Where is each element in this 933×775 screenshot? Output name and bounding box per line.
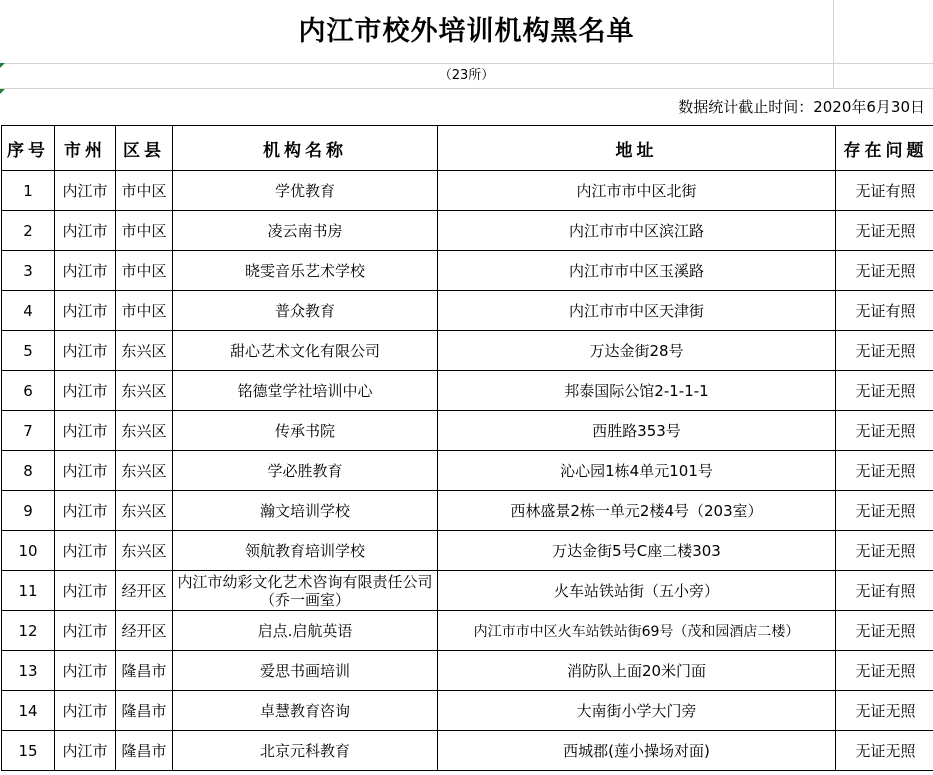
table-row [2,611,933,651]
table-row [2,291,933,331]
cell-no: 13 [2,651,55,691]
cell-address: 消防队上面20米门面 [438,651,836,691]
col-header-no: 序号 [2,126,55,171]
title-row [0,0,933,64]
blacklist-table [1,125,933,771]
table-row [2,371,933,411]
cell-city: 内江市 [55,651,116,691]
cell-no: 3 [2,251,55,291]
header-row [2,126,933,171]
cell-district: 隆昌市 [116,651,173,691]
cell-address: 内江市市中区滨江路 [438,211,836,251]
cell-city: 内江市 [55,691,116,731]
cell-name: 凌云南书房 [173,211,438,251]
table-row [2,691,933,731]
cell-district: 东兴区 [116,531,173,571]
col-header-address: 地址 [438,126,836,171]
date-row [0,89,933,125]
cell-issue: 无证无照 [836,411,933,451]
table-row [2,731,933,771]
cell-district: 东兴区 [116,411,173,451]
cell-district: 东兴区 [116,331,173,371]
subtitle-row [0,63,933,89]
cell-city: 内江市 [55,491,116,531]
cell-name: 普众教育 [173,291,438,331]
cell-district: 经开区 [116,611,173,651]
col-header-name: 机构名称 [173,126,438,171]
cell-name: 甜心艺术文化有限公司 [173,331,438,371]
cell-address: 万达金街5号C座二楼303 [438,531,836,571]
cell-district: 东兴区 [116,371,173,411]
cell-address: 万达金街28号 [438,331,836,371]
table-row [2,331,933,371]
cell-issue: 无证无照 [836,251,933,291]
table-row [2,491,933,531]
cell-no: 4 [2,291,55,331]
table-row [2,251,933,291]
cell-district: 市中区 [116,211,173,251]
cell-name: 内江市幼彩文化艺术咨询有限责任公司（乔一画室） [173,571,438,611]
cell-city: 内江市 [55,451,116,491]
cell-no: 2 [2,211,55,251]
cell-comment-marker [0,63,5,68]
cell-name: 启点.启航英语 [173,611,438,651]
cell-no: 14 [2,691,55,731]
cell-no: 11 [2,571,55,611]
cell-issue: 无证有照 [836,291,933,331]
cell-issue: 无证有照 [836,171,933,211]
cell-city: 内江市 [55,371,116,411]
cell-address: 内江市市中区玉溪路 [438,251,836,291]
cell-address: 内江市市中区火车站铁站街69号（茂和园酒店二楼） [438,611,836,651]
table-row [2,171,933,211]
cell-no: 7 [2,411,55,451]
table-row [2,531,933,571]
cutoff-date: 数据统计截止时间：2020年6月30日 [678,98,925,116]
cell-name: 铭德堂学社培训中心 [173,371,438,411]
cell-city: 内江市 [55,331,116,371]
count-subtitle: （23所） [438,68,495,83]
cell-issue: 无证无照 [836,331,933,371]
cell-address: 西胜路353号 [438,411,836,451]
cell-city: 内江市 [55,611,116,651]
cell-issue: 无证无照 [836,491,933,531]
col-header-district: 区县 [116,126,173,171]
cell-city: 内江市 [55,531,116,571]
cell-no: 5 [2,331,55,371]
cell-issue: 无证无照 [836,651,933,691]
cell-district: 东兴区 [116,491,173,531]
cell-name: 爱思书画培训 [173,651,438,691]
cell-no: 12 [2,611,55,651]
cell-issue: 无证无照 [836,371,933,411]
cell-no: 10 [2,531,55,571]
cell-no: 8 [2,451,55,491]
cell-issue: 无证有照 [836,571,933,611]
table-row [2,651,933,691]
page-title: 内江市校外培训机构黑名单 [298,16,635,47]
cell-no: 6 [2,371,55,411]
cell-address: 西城郡(莲小操场对面) [438,731,836,771]
cell-issue: 无证无照 [836,691,933,731]
cell-name: 学必胜教育 [173,451,438,491]
cell-city: 内江市 [55,171,116,211]
cell-district: 经开区 [116,571,173,611]
cell-address: 内江市市中区北街 [438,171,836,211]
cell-name: 传承书院 [173,411,438,451]
table-row [2,571,933,611]
cell-city: 内江市 [55,571,116,611]
cell-name: 学优教育 [173,171,438,211]
cell-city: 内江市 [55,411,116,451]
table-row [2,211,933,251]
cell-district: 市中区 [116,251,173,291]
cell-issue: 无证无照 [836,731,933,771]
cell-issue: 无证无照 [836,531,933,571]
cell-no: 1 [2,171,55,211]
table-row [2,411,933,451]
cell-city: 内江市 [55,251,116,291]
cell-issue: 无证无照 [836,611,933,651]
cell-district: 东兴区 [116,451,173,491]
cell-name: 领航教育培训学校 [173,531,438,571]
cell-name: 北京元科教育 [173,731,438,771]
cell-address: 沁心园1栋4单元101号 [438,451,836,491]
cell-city: 内江市 [55,291,116,331]
cell-district: 隆昌市 [116,731,173,771]
cell-no: 15 [2,731,55,771]
cell-city: 内江市 [55,731,116,771]
col-header-city: 市州 [55,126,116,171]
cell-issue: 无证无照 [836,211,933,251]
cell-name: 晓雯音乐艺术学校 [173,251,438,291]
cell-district: 隆昌市 [116,691,173,731]
cell-no: 9 [2,491,55,531]
cell-address: 大南街小学大门旁 [438,691,836,731]
cell-address: 内江市市中区天津街 [438,291,836,331]
cell-name: 卓慧教育咨询 [173,691,438,731]
cell-address: 邦泰国际公馆2-1-1-1 [438,371,836,411]
cell-city: 内江市 [55,211,116,251]
cell-district: 市中区 [116,291,173,331]
cell-issue: 无证无照 [836,451,933,491]
table-row [2,451,933,491]
cell-address: 火车站铁站街（五小旁） [438,571,836,611]
cell-district: 市中区 [116,171,173,211]
col-header-issue: 存在问题 [836,126,933,171]
cell-address: 西林盛景2栋一单元2楼4号（203室） [438,491,836,531]
cell-name: 瀚文培训学校 [173,491,438,531]
